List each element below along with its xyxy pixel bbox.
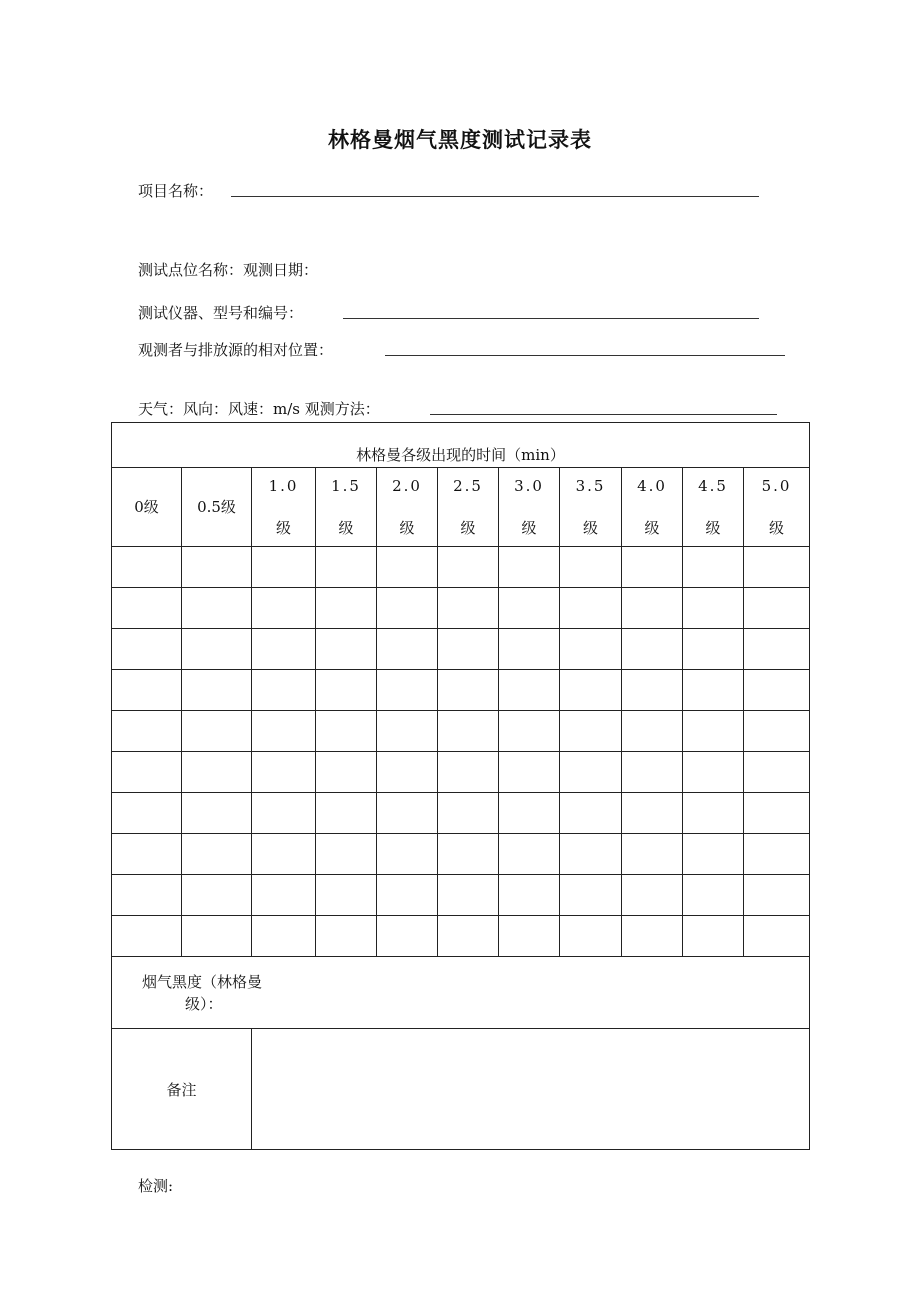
remark-label: 备注 [112,1029,252,1150]
entry-cell[interactable] [377,629,438,670]
entry-cell[interactable] [438,711,499,752]
entry-cell[interactable] [560,834,622,875]
entry-cell[interactable] [744,916,810,957]
table-row [112,629,810,670]
ringelmann-record-table [111,422,810,1150]
entry-cell[interactable] [683,670,744,711]
entry-cell[interactable] [499,793,560,834]
observer-position-underline[interactable] [385,355,785,356]
entry-cell[interactable] [499,711,560,752]
entry-cell[interactable] [499,547,560,588]
entry-cell[interactable] [438,875,499,916]
entry-cell[interactable] [744,875,810,916]
entry-cell[interactable] [744,588,810,629]
entry-cell[interactable] [377,711,438,752]
entry-cell[interactable] [316,875,377,916]
instrument-label: 测试仪器、型号和编号： [138,304,304,322]
instrument-underline[interactable] [343,318,759,319]
entry-cell[interactable] [622,875,683,916]
level-1-0: 1.0 级 [252,468,316,547]
entry-cell[interactable] [316,588,377,629]
entry-cell[interactable] [182,793,252,834]
level-3-0: 3.0 级 [499,468,560,547]
table-row [112,752,810,793]
entry-cell[interactable] [560,547,622,588]
entry-cell[interactable] [252,916,316,957]
entry-cell[interactable] [683,793,744,834]
entry-cell[interactable] [252,670,316,711]
entry-cell[interactable] [316,670,377,711]
table-row [112,711,810,752]
entry-cell[interactable] [622,916,683,957]
entry-cell[interactable] [182,547,252,588]
project-name-label: 项目名称： [138,182,214,200]
entry-cell[interactable] [112,875,182,916]
table-row [112,547,810,588]
entry-cell[interactable] [438,793,499,834]
level-0: 0级 [112,468,182,547]
entry-cell[interactable] [438,752,499,793]
entry-cell[interactable] [438,547,499,588]
table-header: 林格曼各级出现的时间（min） [112,423,810,468]
level-3-5: 3.5 级 [560,468,622,547]
remark-field[interactable] [252,1029,810,1150]
entry-cell[interactable] [377,547,438,588]
entry-cell[interactable] [683,875,744,916]
method-underline[interactable] [430,414,777,415]
level-4-0: 4.0 级 [622,468,683,547]
smoke-density-label: 烟气黑度（林格曼 [142,973,263,991]
entry-cell[interactable] [499,916,560,957]
entry-cell[interactable] [560,670,622,711]
entry-cell[interactable] [622,793,683,834]
level-1-5: 1.5 级 [316,468,377,547]
entry-cell[interactable] [438,670,499,711]
entry-cell[interactable] [112,711,182,752]
entry-cell[interactable] [377,752,438,793]
entry-cell[interactable] [560,793,622,834]
entry-cell[interactable] [499,752,560,793]
entry-cell[interactable] [622,752,683,793]
entry-cell[interactable] [112,670,182,711]
entry-cell[interactable] [182,629,252,670]
entry-cell[interactable] [744,752,810,793]
entry-cell[interactable] [560,916,622,957]
entry-cell[interactable] [683,547,744,588]
point-date-label: 测试点位名称：观测日期： [138,261,319,279]
entry-cell[interactable] [622,670,683,711]
entry-cell[interactable] [744,547,810,588]
entry-cell[interactable] [252,629,316,670]
entry-cell[interactable] [377,834,438,875]
entry-cell[interactable] [182,752,252,793]
table-row [112,916,810,957]
project-name-underline[interactable] [231,196,759,197]
entry-cell[interactable] [182,834,252,875]
entry-cell[interactable] [499,629,560,670]
smoke-density-cell[interactable] [112,957,810,1029]
entry-cell[interactable] [316,916,377,957]
entry-cell[interactable] [112,752,182,793]
entry-cell[interactable] [438,916,499,957]
entry-cell[interactable] [252,711,316,752]
entry-cell[interactable] [622,588,683,629]
entry-cell[interactable] [744,793,810,834]
weather-label: 天气：风向：风速：m/s 观测方法： [138,400,380,418]
entry-cell[interactable] [438,834,499,875]
entry-cell[interactable] [744,670,810,711]
entry-cell[interactable] [438,588,499,629]
entry-cell[interactable] [112,793,182,834]
table-row [112,834,810,875]
level-5-0: 5.0 级 [744,468,810,547]
entry-cell[interactable] [252,793,316,834]
entry-cell[interactable] [560,588,622,629]
entry-cell[interactable] [438,629,499,670]
entry-cell[interactable] [377,670,438,711]
entry-cell[interactable] [377,875,438,916]
table-row [112,670,810,711]
level-0-5: 0.5级 [182,468,252,547]
table-row [112,875,810,916]
entry-cell[interactable] [744,834,810,875]
entry-cell[interactable] [377,793,438,834]
entry-cell[interactable] [499,670,560,711]
entry-cell[interactable] [112,629,182,670]
entry-cell[interactable] [182,875,252,916]
entry-cell[interactable] [683,916,744,957]
level-2-0: 2.0 级 [377,468,438,547]
entry-cell[interactable] [112,588,182,629]
entry-cell[interactable] [683,588,744,629]
entry-cell[interactable] [622,711,683,752]
entry-cell[interactable] [252,588,316,629]
level-2-5: 2.5 级 [438,468,499,547]
entry-cell[interactable] [744,711,810,752]
level-row [112,468,810,547]
entry-cell[interactable] [252,547,316,588]
entry-cell[interactable] [182,670,252,711]
entry-cell[interactable] [560,711,622,752]
entry-cell[interactable] [683,834,744,875]
table-row [112,793,810,834]
entry-cell[interactable] [112,834,182,875]
page-title: 林格曼烟气黑度测试记录表 [328,128,592,152]
detection-label: 检测: [138,1177,174,1195]
table-row [112,588,810,629]
entry-cell[interactable] [499,834,560,875]
entry-cell[interactable] [182,711,252,752]
entry-cell[interactable] [316,629,377,670]
entry-cell[interactable] [683,711,744,752]
entry-cell[interactable] [252,875,316,916]
entry-cell[interactable] [683,629,744,670]
entry-cell[interactable] [377,916,438,957]
entry-cell[interactable] [560,752,622,793]
entry-cell[interactable] [316,711,377,752]
entry-cell[interactable] [316,793,377,834]
entry-cell[interactable] [622,547,683,588]
smoke-density-label-cont: 级）： [185,995,223,1013]
entry-cell[interactable] [560,875,622,916]
entry-cell[interactable] [622,834,683,875]
entry-cell[interactable] [499,875,560,916]
entry-cell[interactable] [252,834,316,875]
entry-cell[interactable] [182,916,252,957]
level-4-5: 4.5 级 [683,468,744,547]
observer-position-label: 观测者与排放源的相对位置： [138,341,334,359]
entry-cell[interactable] [683,752,744,793]
entry-cell[interactable] [112,547,182,588]
entry-cell[interactable] [499,588,560,629]
entry-cell[interactable] [560,629,622,670]
entry-cell[interactable] [377,588,438,629]
entry-cell[interactable] [316,834,377,875]
entry-cell[interactable] [252,752,316,793]
entry-cell[interactable] [316,547,377,588]
entry-cell[interactable] [112,916,182,957]
entry-cell[interactable] [182,588,252,629]
entry-cell[interactable] [744,629,810,670]
entry-cell[interactable] [316,752,377,793]
entry-cell[interactable] [622,629,683,670]
